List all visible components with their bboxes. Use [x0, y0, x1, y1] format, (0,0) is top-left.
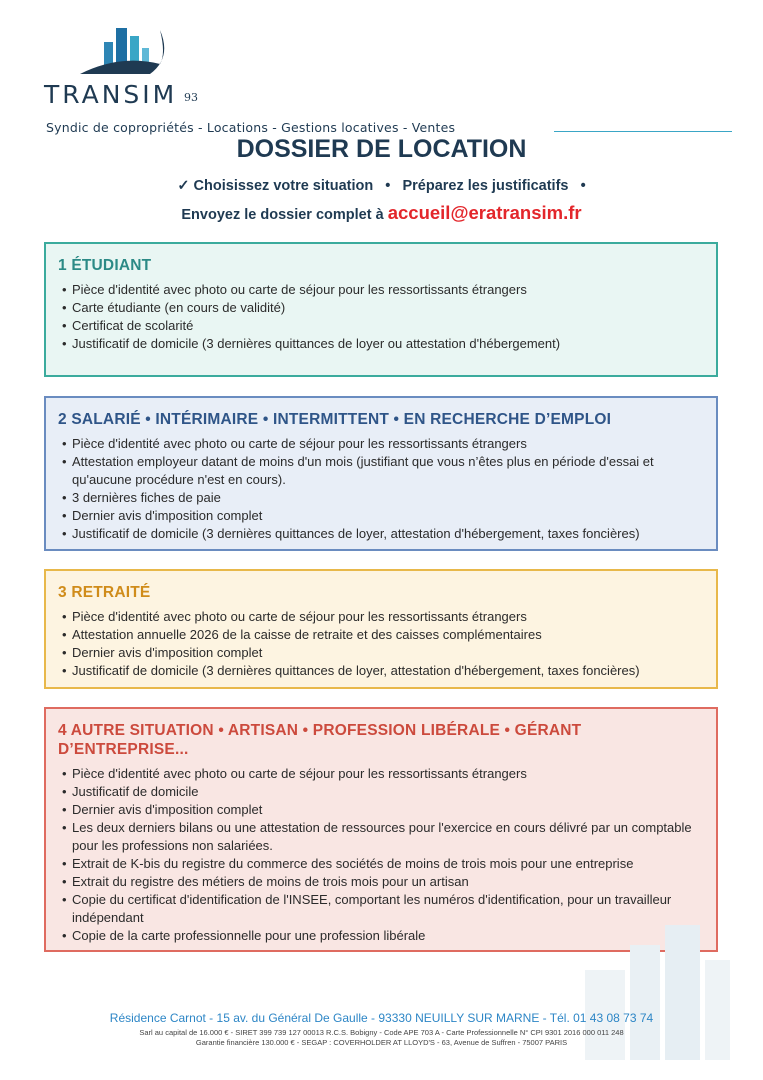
- list-item: • Justificatif de domicile (3 dernières quittances de loyer, attestation d'hébergement, taxes foncières): [62, 525, 706, 543]
- list-item: • Justificatif de domicile (3 dernières quittances de loyer, attestation d'hébergement, taxes foncières): [62, 662, 706, 680]
- section-other: [44, 707, 718, 952]
- send-instructions-text: Envoyez le dossier complet à: [181, 207, 388, 223]
- section-employee: [44, 396, 718, 551]
- send-instructions: [0, 202, 763, 224]
- list-item: • Dernier avis d'imposition complet: [62, 644, 706, 662]
- footer-legal-line: Sarl au capital de 16.000 € - SIRET 399 739 127 00013 R.C.S. Bobigny - Code APE 703 A - Carte Professionnelle N° CPI 9301 2016 000 011 248: [139, 1028, 624, 1037]
- list-item: • 3 dernières fiches de paie: [62, 489, 706, 507]
- list-item: • Attestation annuelle 2026 de la caisse de retraite et des caisses complémentaires: [62, 626, 706, 644]
- list-item: • Carte étudiante (en cours de validité): [62, 299, 706, 317]
- requirements-list: [46, 765, 716, 945]
- requirements-list: [46, 435, 716, 543]
- section-title: 3 RETRAITÉ: [58, 584, 151, 601]
- brand-number: 93: [184, 91, 198, 104]
- instructions-line: ✓ Choisissez votre situation • Préparez les justificatifs •: [177, 178, 586, 194]
- list-item: • Pièce d'identité avec photo ou carte de séjour pour les ressortissants étrangers: [62, 608, 706, 626]
- section-student: [44, 242, 718, 377]
- section-title: 4 AUTRE SITUATION • ARTISAN • PROFESSION LIBÉRALE • GÉRANT D’ENTREPRISE...: [58, 722, 582, 758]
- list-item: • Justificatif de domicile (3 dernières quittances de loyer ou attestation d'hébergement): [62, 335, 706, 353]
- tagline: Syndic de copropriétés - Locations - Gestions locatives - Ventes: [46, 120, 456, 135]
- section-title: 1 ÉTUDIANT: [58, 257, 152, 274]
- requirements-list: [46, 281, 716, 353]
- list-item: • Copie de la carte professionnelle pour une profession libérale: [62, 927, 706, 945]
- tagline-divider: [554, 131, 732, 132]
- requirements-list: [46, 608, 716, 680]
- list-item: • Pièce d'identité avec photo ou carte de séjour pour les ressortissants étrangers: [62, 281, 706, 299]
- list-item: • Copie du certificat d'identification de l'INSEE, comportant les numéros d'identification, pour un travailleur indépendant: [62, 891, 706, 927]
- footer-address: Résidence Carnot - 15 av. du Général De Gaulle - 93330 NEUILLY SUR MARNE - Tél. 01 43 08 73 74: [109, 1011, 654, 1025]
- list-item: • Pièce d'identité avec photo ou carte de séjour pour les ressortissants étrangers: [62, 435, 706, 453]
- footer-legal: [0, 1028, 763, 1048]
- list-item: • Dernier avis d'imposition complet: [62, 801, 706, 819]
- list-item: • Justificatif de domicile: [62, 783, 706, 801]
- list-item: • Certificat de scolarité: [62, 317, 706, 335]
- company-logo: [40, 18, 220, 118]
- section-retired: [44, 569, 718, 689]
- section-title: 2 SALARIÉ • INTÉRIMAIRE • INTERMITTENT • EN RECHERCHE D’EMPLOI: [58, 411, 612, 428]
- building-logo-icon: [80, 18, 170, 78]
- page-title: DOSSIER DE LOCATION: [236, 135, 527, 163]
- list-item: • Les deux derniers bilans ou une attestation de ressources pour l'exercice en cours délivré par un comptable pour les professions non salariées.: [62, 819, 706, 855]
- email-link[interactable]: accueil@eratransim.fr: [387, 202, 582, 223]
- brand-name: TRANSIM: [44, 80, 178, 109]
- list-item: • Extrait du registre des métiers de moins de trois mois pour un artisan: [62, 873, 706, 891]
- list-item: • Pièce d'identité avec photo ou carte de séjour pour les ressortissants étrangers: [62, 765, 706, 783]
- footer-legal-line: Garantie financière 130.000 € - SEGAP : COVERHOLDER AT LLOYD'S - 63, Avenue de Suffren - 75007 PARIS: [195, 1038, 568, 1047]
- list-item: • Extrait de K-bis du registre du commerce des sociétés de moins de trois mois pour une entreprise: [62, 855, 706, 873]
- list-item: • Attestation employeur datant de moins d'un mois (justifiant que vous n’êtes plus en période d'essai et qu'aucune procédure n'est en cours).: [62, 453, 706, 489]
- list-item: • Dernier avis d'imposition complet: [62, 507, 706, 525]
